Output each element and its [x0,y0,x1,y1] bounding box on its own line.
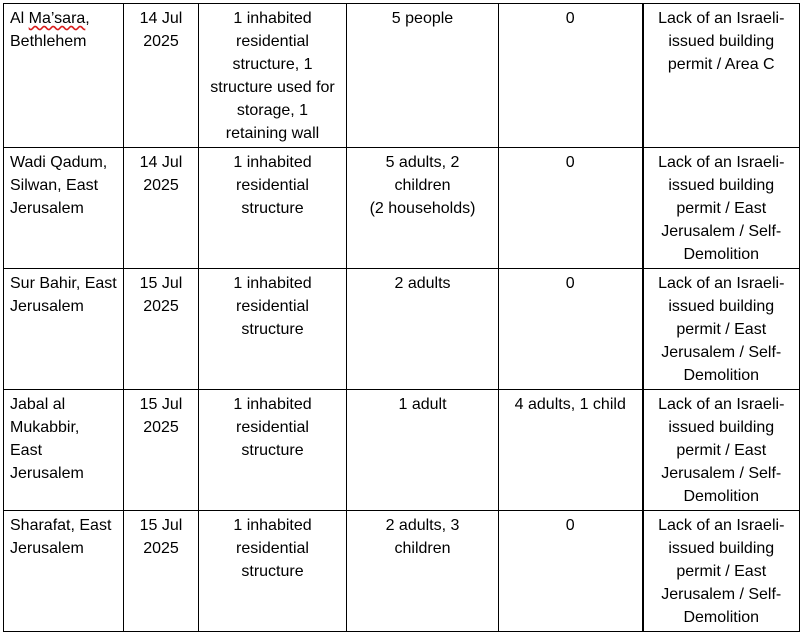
location-cell [4,511,124,632]
date-cell [124,390,199,511]
location-cell [4,4,124,148]
structures-line: residential [236,177,309,194]
structures-line: 1 inhabited [233,517,312,534]
affected-line: 4 adults, 1 child [514,396,626,413]
date-line: 14 Jul [139,154,183,171]
displaced-line: 5 people [391,10,454,27]
notes-line: Lack of an Israeli- [658,396,785,413]
demolitions-table [3,3,800,632]
table-row [4,269,800,390]
date-line: 2025 [143,33,179,50]
location-line: Bethlehem [10,33,87,50]
notes-line: Lack of an Israeli- [658,10,785,27]
affected-line: 0 [565,154,575,171]
affected-cell [499,4,643,148]
location-cell [4,269,124,390]
notes-line: Jerusalem / Self- [661,586,782,603]
displaced-line: (2 households) [369,200,476,217]
table-row [4,4,800,148]
date-cell [124,511,199,632]
table-row [4,390,800,511]
notes-cell [643,511,800,632]
affected-line: 0 [565,275,575,292]
displaced-cell [347,148,499,269]
date-cell [124,269,199,390]
location-cell [4,148,124,269]
structures-line: structure [241,563,304,580]
date-line: 2025 [143,177,179,194]
structures-cell [199,511,347,632]
affected-cell [499,269,643,390]
affected-cell [499,390,643,511]
location-line: Jerusalem [10,200,84,217]
structures-cell [199,4,347,148]
notes-line: issued building [668,540,775,557]
notes-cell [643,4,800,148]
date-line: 2025 [143,298,179,315]
notes-cell [643,390,800,511]
notes-line: Jerusalem / Self- [661,344,782,361]
displaced-cell [347,269,499,390]
notes-line: permit / Area C [667,56,775,73]
affected-line: 0 [565,10,575,27]
date-cell [124,4,199,148]
date-line: 2025 [143,419,179,436]
structures-line: structure [241,321,304,338]
structures-line: 1 inhabited [233,10,312,27]
notes-line: Lack of an Israeli- [658,517,785,534]
structures-line: structure [241,442,304,459]
location-line: Al Ma’sara, [10,10,90,27]
date-line: 15 Jul [139,396,183,413]
location-line: East [10,442,43,459]
displaced-line: 5 adults, 2 [385,154,460,171]
notes-line: issued building [668,177,775,194]
displaced-cell [347,511,499,632]
notes-line: Demolition [683,367,760,384]
notes-line: Demolition [683,488,760,505]
structures-line: residential [236,33,309,50]
notes-line: issued building [668,419,775,436]
location-line: Sur Bahir, East [10,275,117,292]
notes-line: Demolition [683,609,760,626]
displaced-cell [347,4,499,148]
notes-cell [643,148,800,269]
notes-line: Jerusalem / Self- [661,465,782,482]
location-line: Wadi Qadum, [10,154,108,171]
displaced-line: 1 adult [398,396,447,413]
date-line: 15 Jul [139,275,183,292]
location-line: Jerusalem [10,540,84,557]
date-line: 15 Jul [139,517,183,534]
date-cell [124,148,199,269]
notes-line: permit / East [676,321,767,338]
location-line: Jerusalem [10,298,84,315]
affected-cell [499,148,643,269]
location-line: Jabal al [10,396,66,413]
notes-line: permit / East [676,200,767,217]
structures-cell [199,390,347,511]
structures-line: 1 inhabited [233,275,312,292]
location-line: Mukabbir, [10,419,80,436]
structures-line: structure, 1 [232,56,313,73]
location-line: Sharafat, East [10,517,112,534]
notes-line: Demolition [683,246,760,263]
notes-line: Jerusalem / Self- [661,223,782,240]
date-line: 14 Jul [139,10,183,27]
location-cell [4,390,124,511]
displaced-line: 2 adults, 3 [385,517,460,534]
notes-line: permit / East [676,442,767,459]
displaced-line: children [394,540,451,557]
displaced-line: 2 adults [394,275,451,292]
structures-cell [199,269,347,390]
structures-cell [199,148,347,269]
structures-line: residential [236,540,309,557]
affected-cell [499,511,643,632]
notes-line: Lack of an Israeli- [658,275,785,292]
structures-line: residential [236,298,309,315]
structures-line: 1 inhabited [233,154,312,171]
affected-line: 0 [565,517,575,534]
date-line: 2025 [143,540,179,557]
location-line: Jerusalem [10,465,84,482]
structures-line: residential [236,419,309,436]
displaced-line: children [394,177,451,194]
structures-line: 1 inhabited [233,396,312,413]
notes-line: issued building [668,298,775,315]
structures-line: structure used for [210,79,335,96]
displaced-cell [347,390,499,511]
notes-cell [643,269,800,390]
structures-line: retaining wall [225,125,320,142]
notes-line: Lack of an Israeli- [658,154,785,171]
structures-line: storage, 1 [236,102,309,119]
notes-line: permit / East [676,563,767,580]
location-line: Silwan, East [10,177,99,194]
table-row [4,511,800,632]
table-row [4,148,800,269]
spellcheck-underlined-word: Ma’sara [28,10,86,27]
notes-line: issued building [668,33,775,50]
structures-line: structure [241,200,304,217]
